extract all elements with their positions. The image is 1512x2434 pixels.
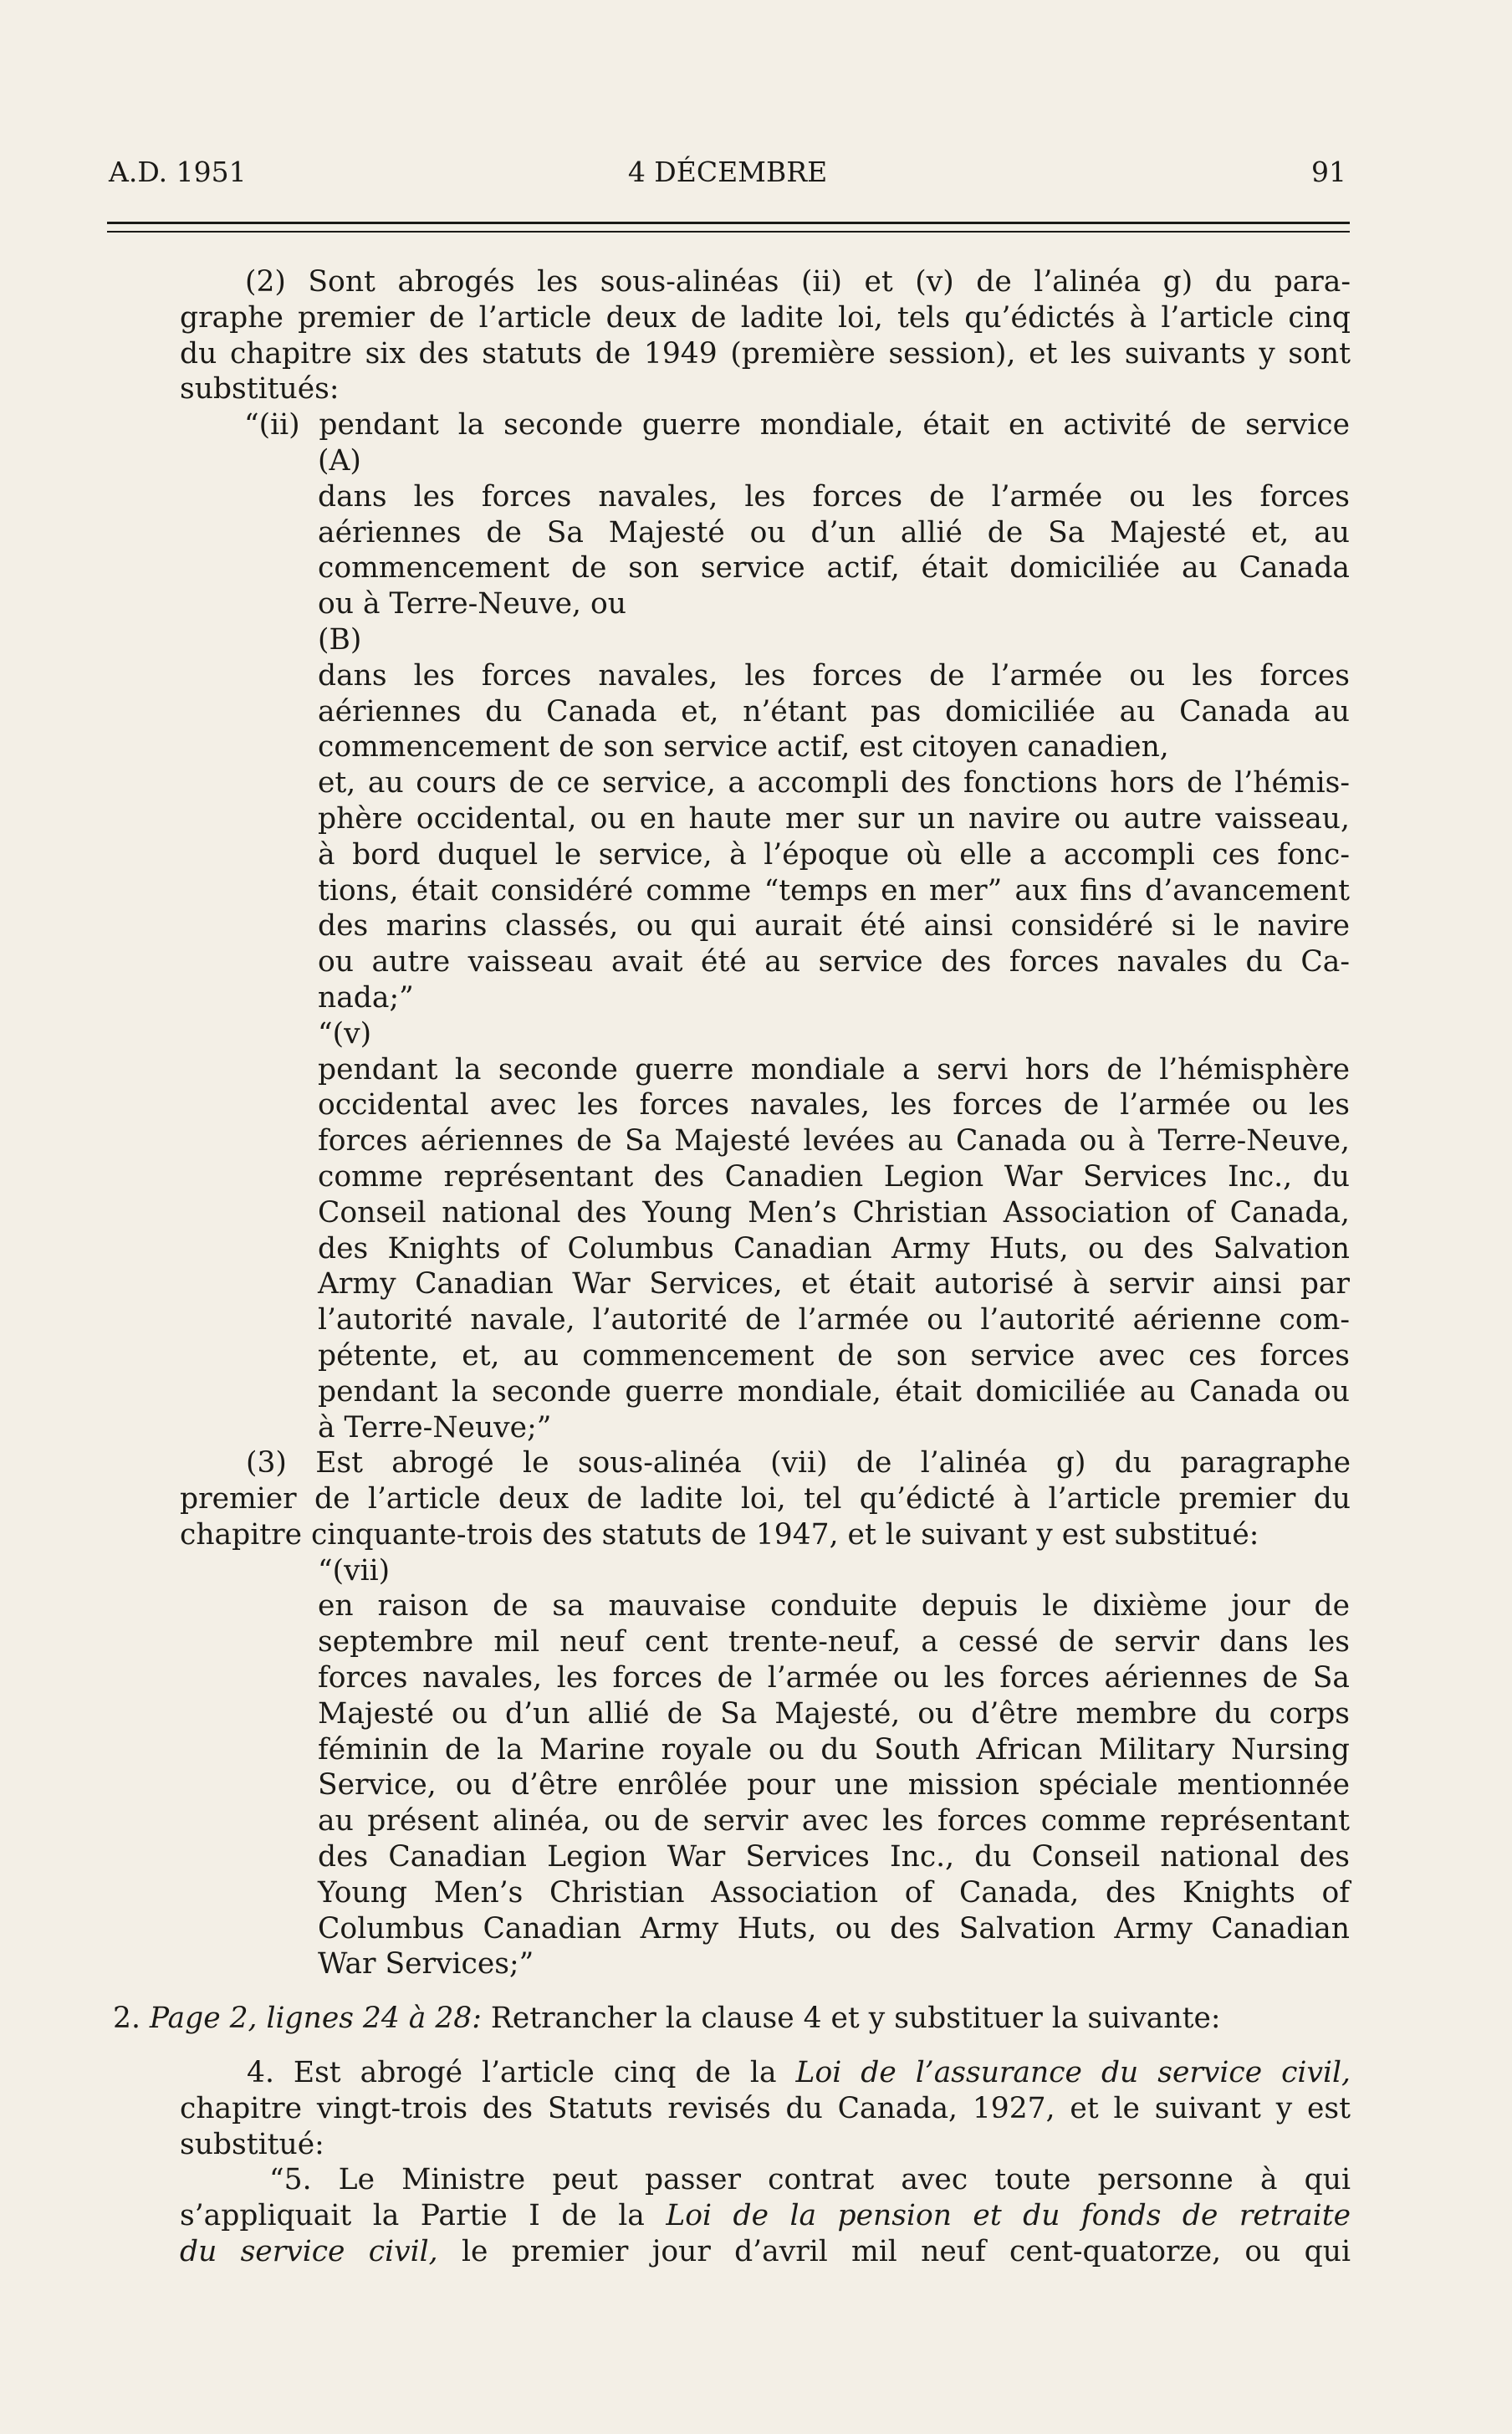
text-line: premier de l’article deux de ladite loi, tel qu’édicté à l’article premier du [180, 1482, 1351, 1516]
subparagraph-ii-continuation [318, 765, 1350, 1016]
header-rule-top [107, 222, 1350, 224]
text-line [113, 2001, 1351, 2037]
text-line: substitué: [180, 2127, 324, 2161]
item-text: Retrancher la clause 4 et y substituer la suivante: [490, 2002, 1221, 2036]
text-line: ou autre vaisseau avait été au service des forces navales du Ca- [318, 945, 1350, 979]
header-date: 4 DÉCEMBRE [627, 156, 828, 188]
text-line: graphe premier de l’article deux de ladite loi, tels qu’édictés à l’article cinq [180, 300, 1351, 335]
text-line: des marins classés, ou qui aurait été ainsi considéré si le navire [318, 909, 1350, 943]
section-5 [180, 2162, 1351, 2269]
text-line [180, 2234, 1351, 2270]
text-run: 4. Est abrogé l’article cinq de la [247, 2056, 796, 2090]
clause-label: (A) [318, 443, 361, 478]
text-line: l’autorité navale, l’autorité de l’armée ou l’autorité aérienne com- [318, 1303, 1350, 1337]
clause-label: (B) [318, 622, 362, 657]
text-line: War Services;” [318, 1947, 534, 1981]
text-line: “5. Le Ministre peut passer contrat avec toute personne à qui [269, 2163, 1351, 2197]
text-line: des Knights of Columbus Canadian Army Huts, ou des Salvation [318, 1231, 1350, 1266]
text-line: pétente, et, au commencement de son service avec ces forces [318, 1338, 1350, 1373]
header-year: A.D. 1951 [109, 156, 247, 188]
subparagraph-v [318, 1016, 1350, 1446]
text-line: tions, était considéré comme “temps en mer” aux fins d’avancement [318, 873, 1350, 908]
text-line: au présent alinéa, ou de servir avec les forces comme représentant [318, 1804, 1350, 1838]
paragraph-2 [180, 264, 1351, 407]
text-line: “(ii) pendant la seconde guerre mondiale, était en activité de service [244, 408, 1350, 442]
text-run: le premier jour d’avril mil neuf cent-quatorze, ou qui [437, 2235, 1351, 2269]
clause-B [318, 622, 1350, 765]
text-line: chapitre vingt-trois des Statuts revisés du Canada, 1927, et le suivant y est [180, 2091, 1351, 2125]
act-title: du service civil, [180, 2235, 438, 2269]
text-line: pendant la seconde guerre mondiale a servi hors de l’hémisphère [318, 1052, 1350, 1087]
text-line: Service, ou d’être enrôlée pour une mission spéciale mentionnée [318, 1768, 1350, 1802]
text-line: substitués: [180, 372, 340, 407]
text-line: en raison de sa mauvaise conduite depuis le dixième jour de [318, 1589, 1350, 1624]
document-body [0, 264, 1512, 2270]
text-line: Majesté ou d’un allié de Sa Majesté, ou d’être membre du corps [318, 1696, 1350, 1731]
text-line [180, 2198, 1351, 2234]
subparagraph-ii [244, 407, 1350, 443]
text-line: commencement de son service actif, était domiciliée au Canada [318, 551, 1350, 585]
act-title: Loi de la pension et du fonds de retraite [666, 2199, 1351, 2233]
subparagraph-vii [318, 1553, 1350, 1983]
text-run: s’appliquait la Partie I de la [180, 2199, 667, 2233]
text-line: aériennes de Sa Majesté ou d’un allié de Sa Majesté et, au [318, 515, 1350, 550]
text-line: chapitre cinquante-trois des statuts de 1947, et le suivant y est substitué: [180, 1517, 1259, 1552]
clause-A [318, 443, 1350, 622]
page-reference: Page 2, lignes 24 à 28: [149, 2002, 482, 2036]
subparagraph-label: “(vii) [318, 1553, 391, 1588]
text-line: (3) Est abrogé le sous-alinéa (vii) de l’alinéa g) du paragraphe [246, 1446, 1351, 1480]
item-number: 2. [113, 2002, 140, 2036]
amendment-item-2 [113, 2001, 1351, 2037]
text-line: comme représentant des Canadien Legion War Services Inc., du [318, 1159, 1350, 1194]
text-line: dans les forces navales, les forces de l’armée ou les forces [318, 479, 1350, 514]
text-line: ou à Terre-Neuve, ou [318, 587, 626, 621]
text-line: Army Canadian War Services, et était autorisé à servir ainsi par [318, 1267, 1350, 1301]
header-rule-bottom [107, 231, 1350, 233]
text-line: (2) Sont abrogés les sous-alinéas (ii) et (v) de l’alinéa g) du para- [245, 265, 1351, 299]
text-line: forces aériennes de Sa Majesté levées au Canada ou à Terre-Neuve, [318, 1124, 1350, 1158]
text-line: dans les forces navales, les forces de l’armée ou les forces [318, 658, 1350, 693]
subparagraph-label: “(v) [318, 1016, 372, 1051]
text-line: aériennes du Canada et, n’étant pas domiciliée au Canada au [318, 694, 1350, 729]
text-line: à bord duquel le service, à l’époque où elle a accompli ces fonc- [318, 837, 1350, 872]
text-line: et, au cours de ce service, a accompli des fonctions hors de l’hémis- [318, 766, 1350, 800]
text-line: Conseil national des Young Men’s Christian Association of Canada, [318, 1195, 1350, 1230]
text-line: pendant la seconde guerre mondiale, était domiciliée au Canada ou [318, 1374, 1350, 1409]
text-line: septembre mil neuf cent trente-neuf, a cessé de servir dans les [318, 1625, 1350, 1659]
paragraph-3 [180, 1445, 1351, 1552]
text-line: commencement de son service actif, est citoyen canadien, [318, 730, 1169, 764]
text-line: à Terre-Neuve;” [318, 1410, 552, 1445]
text-line: occidental avec les forces navales, les forces de l’armée ou les [318, 1088, 1350, 1122]
text-line: Young Men’s Christian Association of Canada, des Knights of [318, 1875, 1350, 1910]
text-line: des Canadian Legion War Services Inc., du Conseil national des [318, 1840, 1350, 1874]
text-line: du chapitre six des statuts de 1949 (première session), et les suivants y sont [180, 336, 1351, 371]
text-line: Columbus Canadian Army Huts, ou des Salvation Army Canadian [318, 1911, 1350, 1946]
page-number: 91 [1311, 156, 1346, 188]
text-line: nada;” [318, 980, 414, 1015]
section-4 [180, 2055, 1351, 2162]
act-title: Loi de l’assurance du service civil, [795, 2056, 1351, 2090]
text-line: féminin de la Marine royale ou du South African Military Nursing [318, 1732, 1350, 1767]
text-line: phère occidental, ou en haute mer sur un navire ou autre vaisseau, [318, 801, 1350, 836]
text-line [180, 2055, 1351, 2091]
text-line: forces navales, les forces de l’armée ou les forces aériennes de Sa [318, 1661, 1350, 1695]
running-header [109, 156, 1346, 206]
